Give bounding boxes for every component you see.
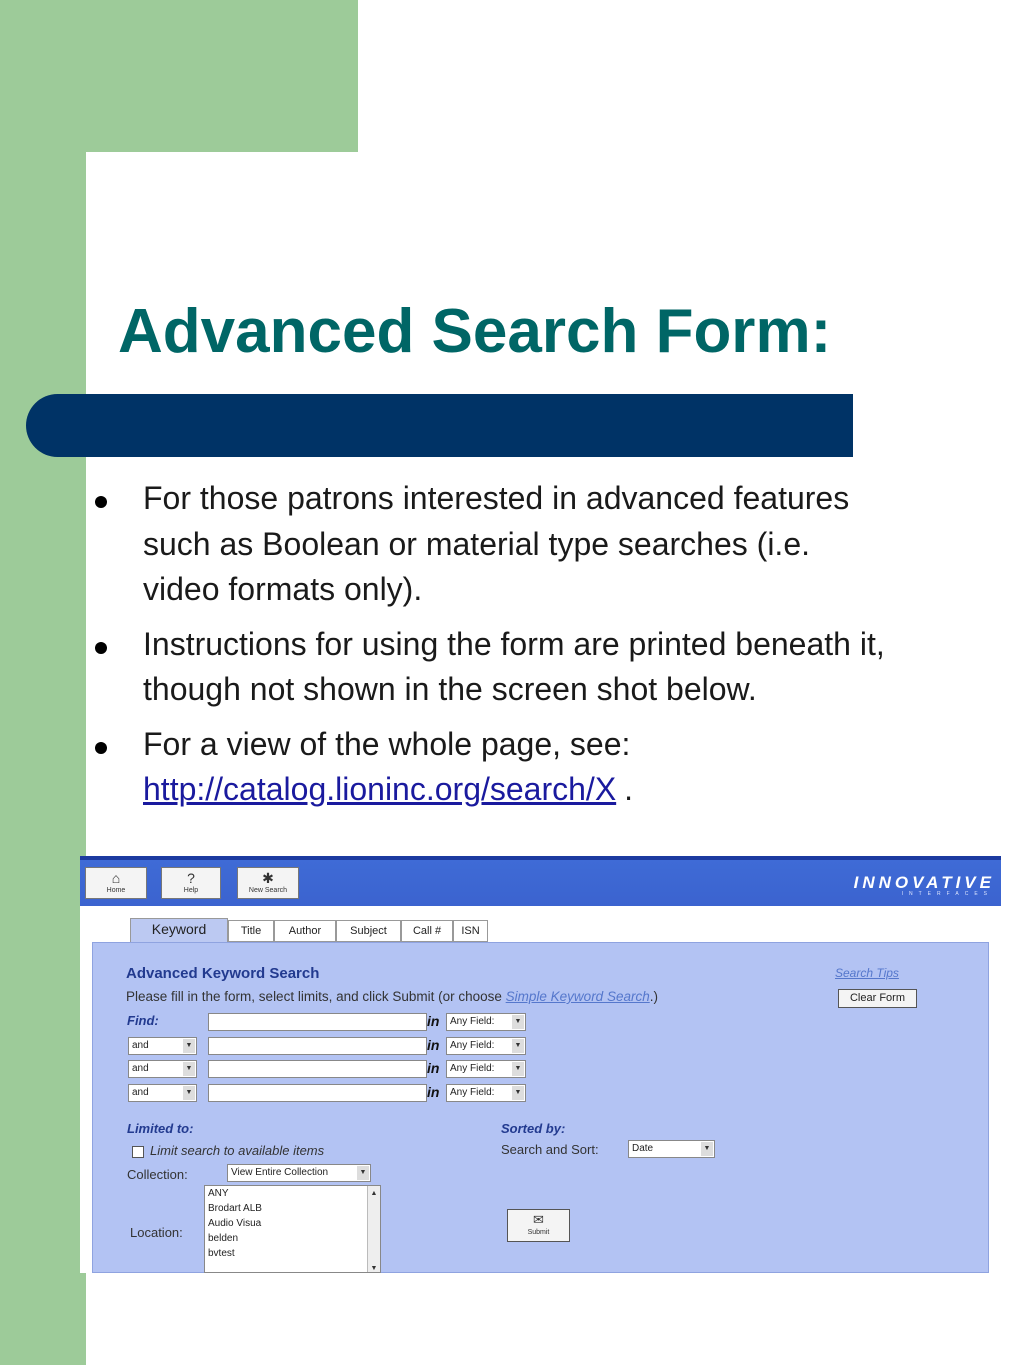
- sorted-by-label: Sorted by:: [501, 1121, 566, 1136]
- new-search-button[interactable]: [237, 867, 299, 899]
- catalog-link[interactable]: http://catalog.lioninc.org/search/X: [143, 771, 617, 807]
- location-listbox[interactable]: [204, 1185, 381, 1273]
- in-label: in: [427, 1037, 440, 1053]
- bullet-text: Instructions for using the form are printed beneath it, though not shown in the screen shot below.: [143, 625, 885, 707]
- form-heading: Advanced Keyword Search: [126, 965, 320, 982]
- location-scrollbar[interactable]: ▲ ▼: [367, 1186, 380, 1272]
- find-label: Find:: [127, 1013, 159, 1028]
- field-select-3[interactable]: [446, 1060, 526, 1078]
- search-input-1[interactable]: [208, 1013, 427, 1031]
- bullet-list: [90, 476, 890, 822]
- instructions-text: Please fill in the form, select limits, and click Submit (or choose: [126, 989, 506, 1004]
- tab-title[interactable]: Title: [228, 920, 274, 942]
- location-option[interactable]: Brodart ALB: [208, 1203, 262, 1214]
- in-label: in: [427, 1060, 440, 1076]
- search-tips-link[interactable]: Search Tips: [835, 966, 899, 980]
- search-input-4[interactable]: [208, 1084, 427, 1102]
- in-label: in: [427, 1084, 440, 1100]
- location-option[interactable]: ANY: [208, 1188, 229, 1199]
- help-button[interactable]: [161, 867, 221, 899]
- boolean-select-1[interactable]: [128, 1037, 197, 1055]
- field-value: Any Field:: [450, 1087, 495, 1098]
- field-select-2[interactable]: [446, 1037, 526, 1055]
- catalog-toolbar: [80, 856, 1001, 906]
- sort-select[interactable]: [628, 1140, 715, 1158]
- bullet-dot-icon: [95, 742, 107, 754]
- limit-available-label: Limit search to available items: [150, 1143, 325, 1158]
- field-value: Any Field:: [450, 1016, 495, 1027]
- bullet-item: [90, 476, 890, 613]
- simple-search-link[interactable]: Simple Keyword Search: [505, 989, 650, 1004]
- tab-keyword[interactable]: Keyword: [130, 918, 228, 942]
- instructions-end: .): [649, 989, 658, 1004]
- chevron-down-icon: ▼: [183, 1039, 195, 1053]
- location-label: Location:: [130, 1225, 183, 1240]
- chevron-down-icon: ▼: [701, 1142, 713, 1156]
- bullet-text: For those patrons interested in advanced features such as Boolean or material type searches (i.e. video formats only).: [143, 480, 850, 607]
- limit-available-checkbox[interactable]: [132, 1146, 144, 1158]
- catalog-screenshot: [80, 856, 1001, 1273]
- form-instructions: [126, 989, 658, 1004]
- chevron-down-icon: ▼: [512, 1039, 524, 1053]
- help-icon: ?: [187, 870, 195, 886]
- field-value: Any Field:: [450, 1040, 495, 1051]
- tab-call-number[interactable]: Call #: [401, 920, 453, 942]
- limited-to-label: Limited to:: [127, 1121, 194, 1136]
- green-sidebar: [0, 0, 86, 1365]
- bullet-item: [90, 622, 890, 713]
- in-label: in: [427, 1013, 440, 1029]
- search-input-2[interactable]: [208, 1037, 427, 1055]
- home-icon: ⌂: [111, 870, 121, 886]
- boolean-select-3[interactable]: [128, 1084, 197, 1102]
- tab-author[interactable]: Author: [274, 920, 336, 942]
- search-input-3[interactable]: [208, 1060, 427, 1078]
- new-search-icon: ✱: [262, 870, 274, 886]
- home-label: Home: [106, 887, 126, 894]
- location-option[interactable]: Audio Visua: [208, 1218, 262, 1229]
- search-form-panel: [92, 942, 989, 1273]
- boolean-value: and: [132, 1040, 149, 1051]
- chevron-down-icon: ▼: [357, 1166, 369, 1180]
- search-sort-label: Search and Sort:: [501, 1142, 599, 1157]
- chevron-down-icon: ▼: [512, 1086, 524, 1100]
- collection-label: Collection:: [127, 1167, 188, 1182]
- bullet-text: For a view of the whole page, see:: [143, 725, 631, 762]
- chevron-down-icon: ▼: [512, 1015, 524, 1029]
- chevron-down-icon: ▼: [183, 1086, 195, 1100]
- title-underline-bar: [26, 394, 853, 457]
- collection-select[interactable]: [227, 1164, 371, 1182]
- green-top-block: [0, 0, 358, 152]
- slide-title: Advanced Search Form:: [118, 297, 832, 366]
- bullet-dot-icon: [95, 496, 107, 508]
- field-value: Any Field:: [450, 1063, 495, 1074]
- bullet-item: [90, 722, 890, 813]
- submit-label: Submit: [527, 1229, 550, 1236]
- link-period: .: [624, 771, 634, 807]
- clear-form-button[interactable]: Clear Form: [838, 989, 917, 1008]
- submit-button[interactable]: [507, 1209, 570, 1242]
- help-label: Help: [183, 887, 199, 894]
- location-option[interactable]: bvtest: [208, 1248, 235, 1259]
- tab-isn[interactable]: ISN: [453, 920, 488, 942]
- innovative-logo-sub: INTERFACES: [901, 891, 993, 897]
- location-option[interactable]: belden: [208, 1233, 239, 1244]
- sort-value: Date: [632, 1143, 654, 1154]
- boolean-value: and: [132, 1087, 149, 1098]
- boolean-select-2[interactable]: [128, 1060, 197, 1078]
- field-select-1[interactable]: [446, 1013, 526, 1031]
- bullet-dot-icon: [95, 642, 107, 654]
- field-select-4[interactable]: [446, 1084, 526, 1102]
- innovative-logo: INNOVATIVE: [853, 873, 995, 892]
- collection-value: View Entire Collection: [231, 1167, 329, 1178]
- submit-icon: ✉: [533, 1212, 544, 1227]
- chevron-down-icon: ▼: [512, 1062, 524, 1076]
- new-search-label: New Search: [248, 887, 288, 894]
- tab-subject[interactable]: Subject: [336, 920, 401, 942]
- home-button[interactable]: [85, 867, 147, 899]
- boolean-value: and: [132, 1063, 149, 1074]
- chevron-down-icon: ▼: [183, 1062, 195, 1076]
- limit-available-option: [132, 1143, 324, 1158]
